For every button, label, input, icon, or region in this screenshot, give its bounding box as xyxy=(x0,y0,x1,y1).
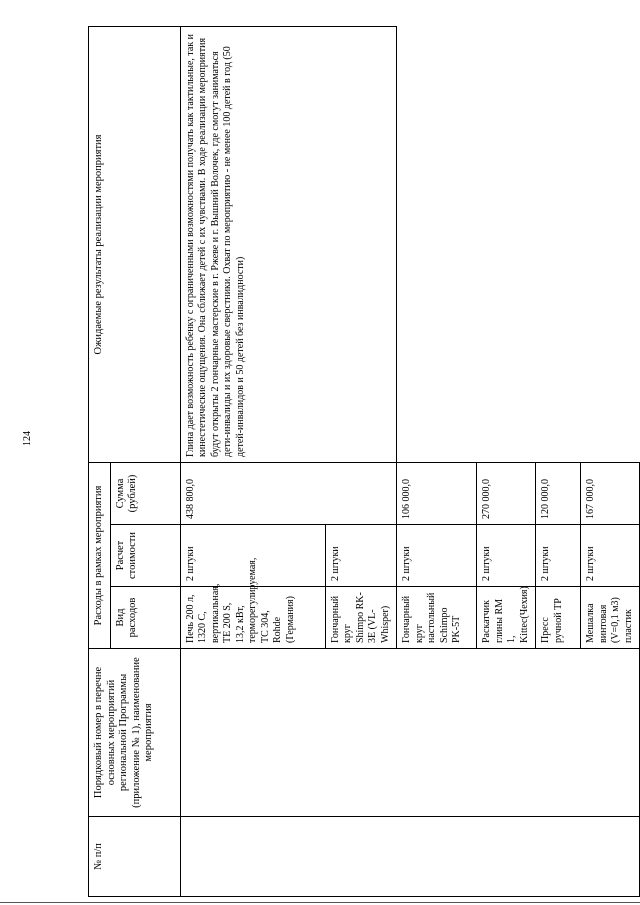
bottom-rule xyxy=(0,902,640,903)
row-calc: 2 штуки xyxy=(581,525,640,587)
page-number: 124 xyxy=(22,431,33,446)
row-kind: Гончарный круг Shimpo RK- 3E (VL-Whisper) xyxy=(325,587,397,649)
row-kind: Печь 200 л, 1320 С, вертикальная, ТЕ 200 S, 13,2 кВт, терморегулируемая, ТС 304, Rohde (Германия) xyxy=(180,587,325,649)
row-kind: Пресс ручной ТР xyxy=(536,587,581,649)
header-results: Ожидаемые результаты реализации мероприятия xyxy=(89,26,181,462)
row-sum: 270 000,0 xyxy=(477,462,536,524)
results-blank xyxy=(397,26,640,462)
cell-number-empty xyxy=(180,817,640,897)
cell-event-empty xyxy=(180,649,640,817)
row-kind: Мешалка винтовая (V=0,1 м3) пластик xyxy=(581,587,640,649)
row-sum: 167 000,0 xyxy=(581,462,640,524)
row-calc: 2 штуки xyxy=(536,525,581,587)
row-calc: 2 штуки xyxy=(477,525,536,587)
row-calc: 2 штуки xyxy=(397,525,477,587)
header-event: Порядковый номер в перечне основных мероприятий региональной Программы (приложение № 1), наименование мероприятия xyxy=(89,649,181,817)
results-text: Глина дает возможность ребенку с ограниченными возможностями получать как тактильные, так и кинестетические ощущения. Она сближает детей с их чувствами. В ходе реализации мероприятия будут открыты 2 гончарные мастерские в г. Ржеве и г. Вышний Волочек, где смогут заниматься дети-инвалиды и их здоровые сверстники. Охват по мероприятию - не менее 100 детей в год (50 детей-инвалидов и 50 детей без инвалидности) xyxy=(180,26,397,462)
header-calc: Расчет стоимости xyxy=(110,525,180,587)
row-sum: 438 800,0 xyxy=(180,462,397,524)
row-calc: 2 штуки xyxy=(325,525,397,587)
header-sum: Сумма (рублей) xyxy=(110,462,180,524)
rotated-sheet xyxy=(88,27,634,897)
header-number: № п/п xyxy=(89,817,181,897)
row-kind: Раскатчик глины RM 1, Kittec(Чехия) xyxy=(477,587,536,649)
row-calc: 2 штуки xyxy=(180,525,325,587)
row-sum: 106 000,0 xyxy=(397,462,477,524)
header-expenses-group: Расходы в рамках мероприятия xyxy=(89,462,111,648)
row-kind: Гончарный круг настольный Schimpo PK-5T xyxy=(397,587,477,649)
expenses-table xyxy=(88,26,640,897)
header-kind: Вид расходов xyxy=(110,587,180,649)
row-sum: 120 000,0 xyxy=(536,462,581,524)
